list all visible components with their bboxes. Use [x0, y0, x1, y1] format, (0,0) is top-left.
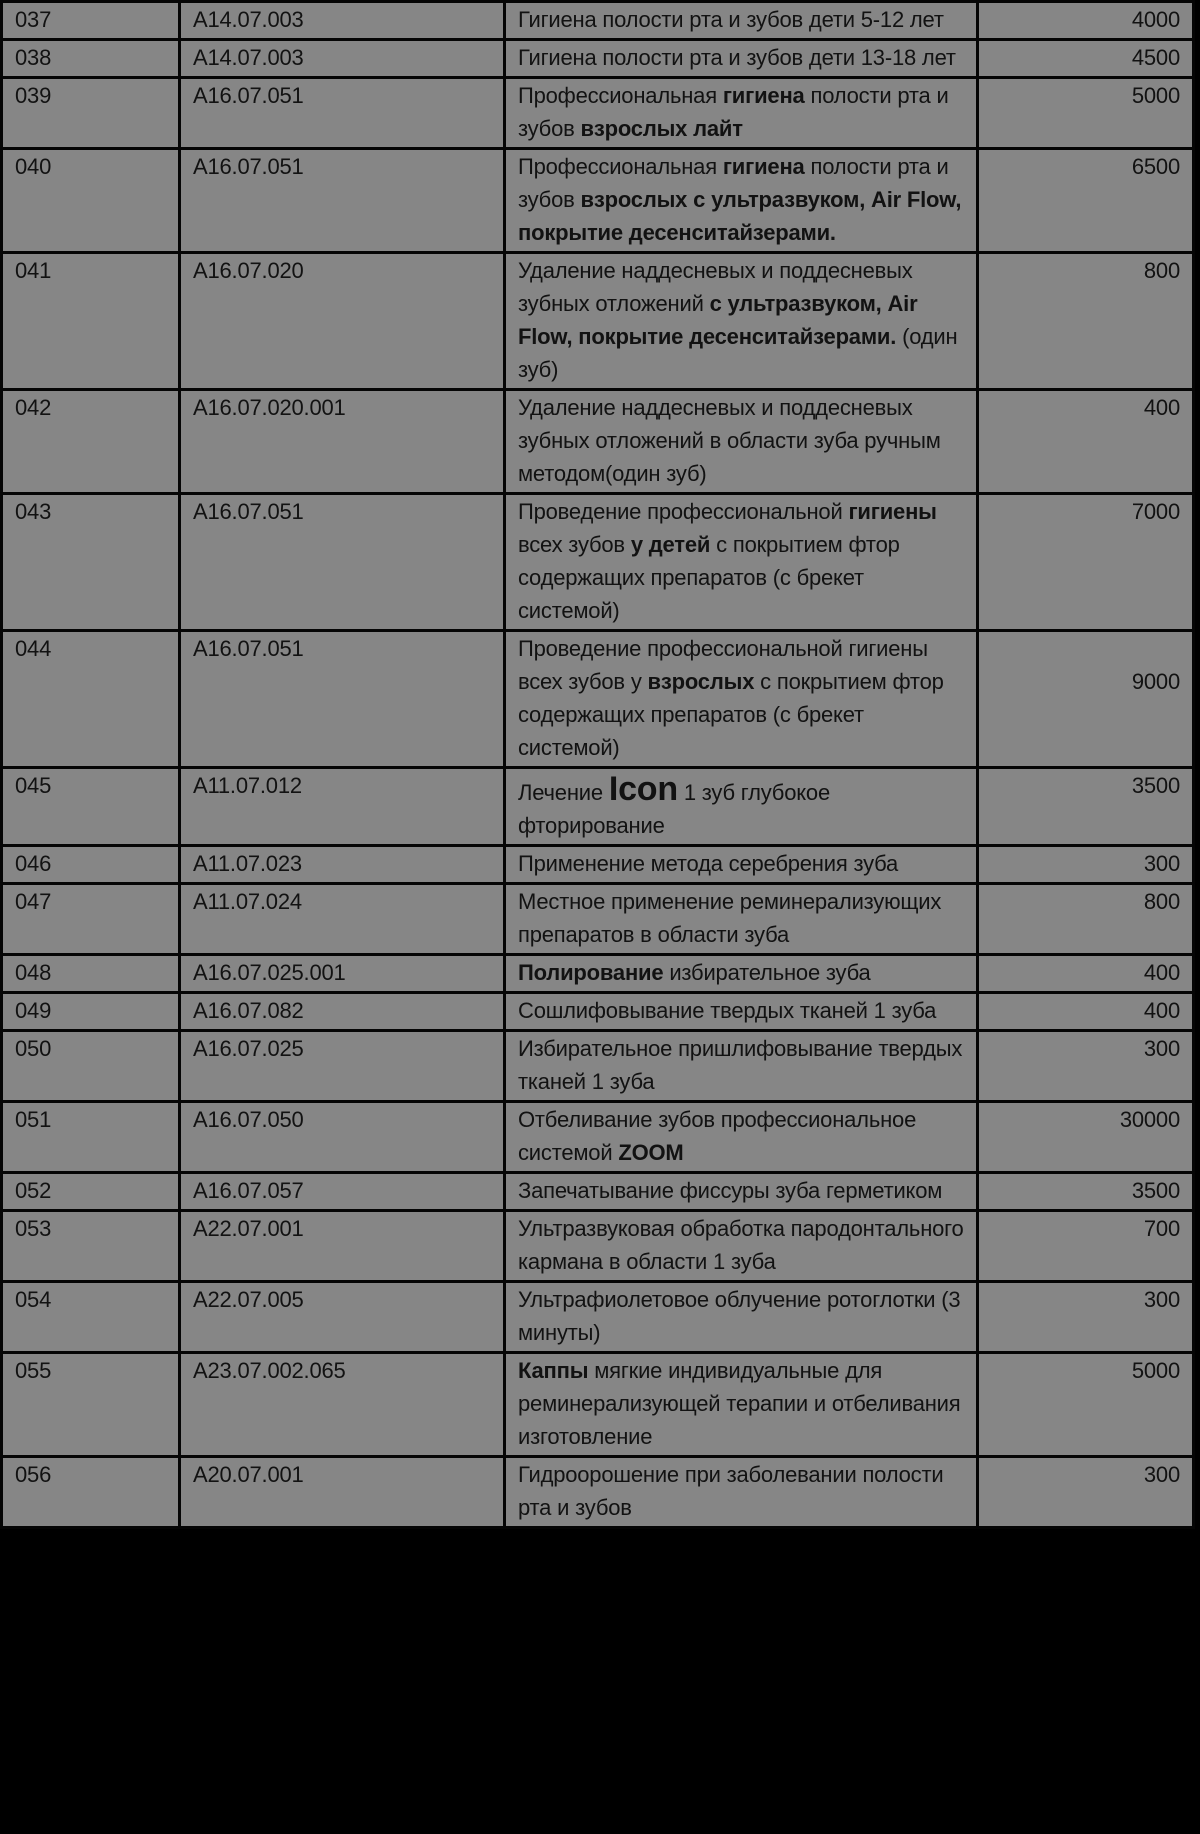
description-segment: мягкие индивидуальные для реминерализующей терапии и отбеливания изготовление	[518, 1358, 961, 1449]
service-description-cell	[505, 846, 978, 884]
price-cell	[978, 1282, 1194, 1353]
description-segment: Проведение профессиональной гигиены всех зубов у	[518, 636, 928, 694]
service-description-cell	[505, 1102, 978, 1173]
description-segment: полости рта и зубов	[518, 83, 949, 141]
service-code-cell: A16.07.020.001	[180, 390, 505, 494]
row-number-cell: 052	[2, 1173, 180, 1211]
description-segment: полости рта и зубов	[518, 154, 949, 212]
table-row	[2, 149, 1194, 253]
service-code-cell: A16.07.057	[180, 1173, 505, 1211]
description-segment: ZOOM	[618, 1140, 684, 1165]
price-cell	[978, 1211, 1194, 1282]
description-segment: с покрытием фтор содержащих препаратов (с брекет системой)	[518, 532, 900, 623]
row-number-cell: 037	[2, 2, 180, 40]
table-row	[2, 1031, 1194, 1102]
service-description-cell	[505, 494, 978, 631]
description-segment: взрослых	[647, 669, 755, 694]
price-value: 4500	[1131, 45, 1180, 70]
service-description-cell	[505, 1031, 978, 1102]
service-description-cell	[505, 884, 978, 955]
price-cell	[978, 1102, 1194, 1173]
price-value: 700	[1143, 1216, 1180, 1241]
table-row	[2, 253, 1194, 390]
table-row	[2, 884, 1194, 955]
row-number-cell: 051	[2, 1102, 180, 1173]
description-segment: Ультразвуковая обработка пародонтального кармана в области 1 зуба	[518, 1216, 964, 1274]
price-cell	[978, 993, 1194, 1031]
description-segment: взрослых лайт	[580, 116, 743, 141]
price-value: 3500	[1131, 773, 1180, 798]
description-segment: Ультрафиолетовое облучение ротоглотки (3 минуты)	[518, 1287, 961, 1345]
price-cell	[978, 846, 1194, 884]
price-value: 3500	[1131, 1178, 1180, 1203]
table-row	[2, 631, 1194, 768]
service-code-cell: A11.07.012	[180, 768, 505, 846]
service-code-cell: A14.07.003	[180, 40, 505, 78]
service-code-cell: A22.07.001	[180, 1211, 505, 1282]
service-description-cell	[505, 149, 978, 253]
price-cell	[978, 631, 1194, 768]
price-cell	[978, 390, 1194, 494]
price-value: 7000	[1131, 499, 1180, 524]
price-value: 300	[1143, 851, 1180, 876]
service-description-cell	[505, 390, 978, 494]
row-number-cell: 041	[2, 253, 180, 390]
price-value: 400	[1143, 998, 1180, 1023]
description-segment: гигиены	[848, 499, 937, 524]
service-description-cell	[505, 1282, 978, 1353]
table-row	[2, 1282, 1194, 1353]
price-value: 400	[1143, 395, 1180, 420]
table-row	[2, 1211, 1194, 1282]
row-number-cell: 048	[2, 955, 180, 993]
description-segment: с покрытием фтор содержащих препаратов (с брекет системой)	[518, 669, 944, 760]
row-number-cell: 054	[2, 1282, 180, 1353]
service-code-cell: A14.07.003	[180, 2, 505, 40]
price-value: 300	[1143, 1036, 1180, 1061]
service-description-cell	[505, 78, 978, 149]
table-row	[2, 2, 1194, 40]
service-code-cell: A22.07.005	[180, 1282, 505, 1353]
service-description-cell	[505, 631, 978, 768]
row-number-cell: 056	[2, 1457, 180, 1528]
table-row	[2, 78, 1194, 149]
service-code-cell: A16.07.051	[180, 78, 505, 149]
service-code-cell: A16.07.050	[180, 1102, 505, 1173]
description-segment: Проведение профессиональной	[518, 499, 849, 524]
service-description-cell	[505, 768, 978, 846]
price-value: 5000	[1131, 83, 1180, 108]
price-cell	[978, 149, 1194, 253]
price-value: 300	[1143, 1287, 1180, 1312]
service-description-cell	[505, 1173, 978, 1211]
service-description-cell	[505, 1353, 978, 1457]
price-table-body	[2, 2, 1194, 1528]
service-code-cell: A16.07.020	[180, 253, 505, 390]
description-segment: Полирование	[518, 960, 664, 985]
price-value: 400	[1143, 960, 1180, 985]
table-row	[2, 1353, 1194, 1457]
row-number-cell: 047	[2, 884, 180, 955]
service-code-cell: A20.07.001	[180, 1457, 505, 1528]
price-cell	[978, 884, 1194, 955]
description-segment: Местное применение реминерализующих препаратов в области зуба	[518, 889, 942, 947]
description-segment: избирательное зуба	[663, 960, 871, 985]
description-segment: гигиена	[722, 83, 805, 108]
row-number-cell: 053	[2, 1211, 180, 1282]
description-segment: Запечатывание фиссуры зуба герметиком	[518, 1178, 943, 1203]
service-code-cell: A16.07.025	[180, 1031, 505, 1102]
description-segment: Удаление наддесневых и поддесневых зубных отложений	[518, 258, 913, 316]
price-value: 5000	[1131, 1358, 1180, 1383]
service-description-cell	[505, 253, 978, 390]
description-segment: (один зуб)	[518, 324, 958, 382]
description-segment: Лечение	[518, 780, 609, 805]
price-cell	[978, 1457, 1194, 1528]
price-cell	[978, 955, 1194, 993]
service-code-cell: A16.07.051	[180, 149, 505, 253]
price-value: 30000	[1119, 1107, 1180, 1132]
table-row	[2, 993, 1194, 1031]
description-segment: у детей	[630, 532, 711, 557]
price-value: 9000	[1131, 669, 1180, 694]
service-code-cell: A16.07.051	[180, 631, 505, 768]
description-segment: Профессиональная	[518, 154, 723, 179]
price-cell	[978, 78, 1194, 149]
table-row	[2, 494, 1194, 631]
service-code-cell: A11.07.023	[180, 846, 505, 884]
price-cell	[978, 40, 1194, 78]
row-number-cell: 046	[2, 846, 180, 884]
price-value: 800	[1143, 889, 1180, 914]
service-description-cell	[505, 1211, 978, 1282]
description-segment: Удаление наддесневых и поддесневых зубных отложений в области зуба ручным методом(один зуб)	[518, 395, 941, 486]
description-segment: Гигиена полости рта и зубов дети 5-12 лет	[518, 7, 944, 32]
description-segment: Icon	[608, 770, 678, 808]
price-cell	[978, 1173, 1194, 1211]
service-description-cell	[505, 40, 978, 78]
table-row	[2, 768, 1194, 846]
row-number-cell: 038	[2, 40, 180, 78]
description-segment: Каппы	[518, 1358, 589, 1383]
service-code-cell: A16.07.025.001	[180, 955, 505, 993]
row-number-cell: 043	[2, 494, 180, 631]
row-number-cell: 049	[2, 993, 180, 1031]
table-row	[2, 1102, 1194, 1173]
price-value: 800	[1143, 258, 1180, 283]
table-row	[2, 1173, 1194, 1211]
row-number-cell: 044	[2, 631, 180, 768]
price-cell	[978, 768, 1194, 846]
row-number-cell: 039	[2, 78, 180, 149]
price-cell	[978, 1031, 1194, 1102]
row-number-cell: 040	[2, 149, 180, 253]
price-cell	[978, 2, 1194, 40]
description-segment: 1 зуб глубокое фторирование	[518, 780, 830, 838]
price-cell	[978, 1353, 1194, 1457]
row-number-cell: 042	[2, 390, 180, 494]
description-segment: Избирательное пришлифовывание твердых тканей 1 зуба	[518, 1036, 963, 1094]
service-description-cell	[505, 955, 978, 993]
service-description-cell	[505, 2, 978, 40]
description-segment: Отбеливание зубов профессиональное системой	[518, 1107, 917, 1165]
description-segment: взрослых с ультразвуком, Air Flow, покрытие десенситайзерами.	[518, 187, 962, 245]
description-segment: всех зубов	[518, 532, 631, 557]
table-row	[2, 40, 1194, 78]
description-segment: Применение метода серебрения зуба	[518, 851, 899, 876]
service-code-cell: A23.07.002.065	[180, 1353, 505, 1457]
service-description-cell	[505, 1457, 978, 1528]
service-code-cell: A16.07.082	[180, 993, 505, 1031]
service-code-cell: A16.07.051	[180, 494, 505, 631]
description-segment: Гидроорошение при заболевании полости рта и зубов	[518, 1462, 944, 1520]
table-row	[2, 846, 1194, 884]
table-row	[2, 1457, 1194, 1528]
description-segment: Профессиональная	[518, 83, 723, 108]
description-segment: с ультразвуком, Air Flow, покрытие десенситайзерами.	[518, 291, 918, 349]
description-segment: Гигиена полости рта и зубов дети 13-18 лет	[518, 45, 956, 70]
description-segment: Сошлифовывание твердых тканей 1 зуба	[518, 998, 937, 1023]
row-number-cell: 045	[2, 768, 180, 846]
price-value: 6500	[1131, 154, 1180, 179]
table-row	[2, 390, 1194, 494]
price-cell	[978, 253, 1194, 390]
price-value: 4000	[1131, 7, 1180, 32]
row-number-cell: 055	[2, 1353, 180, 1457]
table-row	[2, 955, 1194, 993]
service-code-cell: A11.07.024	[180, 884, 505, 955]
service-description-cell	[505, 993, 978, 1031]
price-cell	[978, 494, 1194, 631]
row-number-cell: 050	[2, 1031, 180, 1102]
price-value: 300	[1143, 1462, 1180, 1487]
description-segment: гигиена	[722, 154, 805, 179]
